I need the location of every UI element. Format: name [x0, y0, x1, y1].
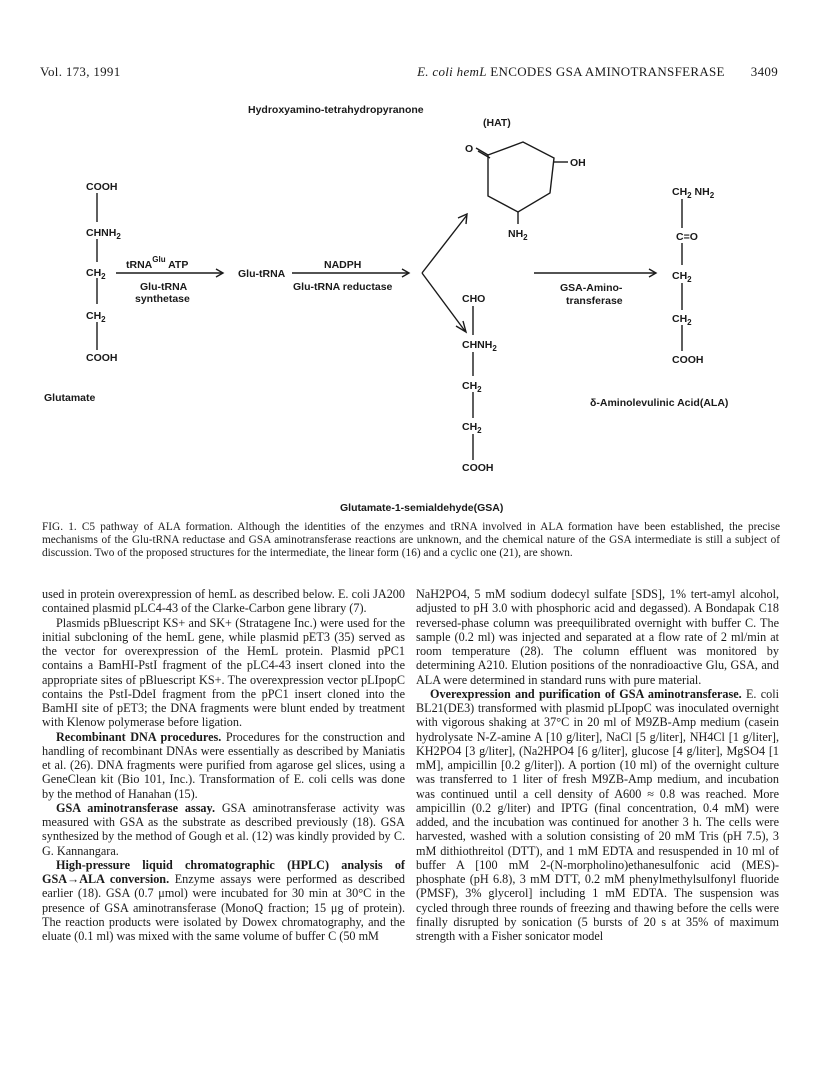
gsa-ch2-a: $CH_2$ — [462, 380, 482, 394]
run-in-heading: Recombinant DNA procedures. — [56, 729, 222, 744]
hat-oh: OH — [570, 157, 586, 169]
glu-trna: Glu-tRNA — [238, 268, 286, 280]
ala-cooh: COOH — [672, 354, 704, 366]
left-column — [42, 587, 405, 943]
page-number: 3409 — [750, 64, 778, 79]
step3-enzyme-l1: GSA-Amino- — [560, 282, 623, 294]
glu-cooh-top: COOH — [86, 181, 118, 193]
ala-ch2nh2: $CH_2$ $NH_2$ — [672, 186, 715, 200]
gsa-cooh: COOH — [462, 462, 494, 474]
figure-caption: FIG. 1. C5 pathway of ALA formation. Although the identities of the enzymes and tRNA involved in ALA formation have been established, the precise mechanisms of the Glu-tRNA reductase and GSA aminotransferase reactions are unknown, and the chemical nature of the GSA intermediate is still a subject of discussion. Two of the proposed structures for the intermediate, the linear form (16) and a cyclic one (21), are shown. — [42, 521, 780, 560]
ala-carbonyl: C=O — [676, 231, 698, 243]
ala-ch2-a: $CH_2$ — [672, 270, 692, 284]
step2-cofactor: NADPH — [324, 259, 362, 271]
glu-chnh2: $CHNH_2$ — [86, 227, 121, 241]
ala-label: δ-Aminolevulinic Acid(ALA) — [590, 397, 729, 409]
gsa-ch2-b: $CH_2$ — [462, 421, 482, 435]
run-in-heading: High-pressure liquid chromatographic (HPLC) analysis of GSA→ALA conversion. — [42, 857, 405, 886]
running-header-volume: Vol. 173, 1991 — [40, 64, 121, 79]
ala-ch2-b: $CH_2$ — [672, 313, 692, 327]
glu-cooh-bottom: COOH — [86, 352, 118, 364]
running-header-title — [370, 64, 778, 80]
gsa-label: Glutamate-1-semialdehyde(GSA) — [340, 502, 504, 514]
glu-ch2-a: $CH_2$ — [86, 267, 106, 281]
arrow-to-hat — [422, 215, 467, 273]
run-in-heading: GSA aminotransferase assay. — [56, 800, 215, 815]
hat-nh2: $NH_2$ — [508, 228, 528, 242]
header-title-rest: ENCODES GSA AMINOTRANSFERASE — [486, 64, 725, 79]
run-in-heading: Overexpression and purification of GSA aminotransferase. — [430, 686, 742, 701]
gsa-chnh2: $CHNH_2$ — [462, 339, 497, 353]
step1-cofactors: tRNA$^{Glu}$ ATP — [126, 255, 189, 271]
step1-enzyme-l2: synthetase — [135, 293, 190, 305]
arrowhead — [458, 214, 467, 224]
pathway-figure — [0, 90, 816, 515]
paragraph: Overexpression and purification of GSA aminotransferase. E. coli BL21(DE3) transformed with plasmid pLIpopC was inoculated overnight with vigorous shaking at 37°C in 20 ml of M9ZB-Amp medium (casein hydrolysate N-Z-amine A [10 g/liter], NaCl [5 g/liter], NH4Cl [1 g/liter], KH2PO4 [3 g/liter], (Na2HPO4 [6 g/liter], glucose [4 g/liter], MgSO4 [1 mM], ampicillin [0.2 g/liter]). A portion (10 ml) of the overnight culture was transferred to 1 liter of fresh M9ZB-Amp medium, and incubation was continued until a cell density of A600 ≈ 0.8 was reached. More ampicillin (0.2 g/liter) and IPTG (final concentration, 0.4 mM) were added, and the incubation was continued for another 3 h. The cells were harvested, washed with a solution consisting of 20 mM Tris (pH 7.5), 3 mM dithiothreitol (DTT), and 1 mM EDTA and resuspended in 10 ml of buffer A [100 mM 2-(N-morpholino)ethanesulfonic acid (MES)-phosphate (pH 6.8), 3 mM DTT, 0.2 mM phenylmethylsulfonyl fluoride (PMSF), 3% glycerol] including 1 mM EDTA. The suspension was cycled through three rounds of freezing and thawing before the cells were finally disrupted by sonication (5 bursts of 20 s at 35% of maximum strength with a Fisher sonicator model — [416, 686, 779, 943]
hat-title: Hydroxyamino-tetrahydropyranone — [248, 104, 424, 116]
paragraph: Recombinant DNA procedures. Procedures for the construction and handling of recombinant DNAs were essentially as described by Maniatis et al. (26). DNA fragments were purified from agarose gel slices, using a GeneClean kit (Bio 101, Inc.). Transformation of E. coli cells was done by the method of Hanahan (15). — [42, 729, 405, 801]
paragraph: NaH2PO4, 5 mM sodium dodecyl sulfate [SDS], 1% tert-amyl alcohol, adjusted to pH 3.0 with phosphoric acid and degassed). A Bondapak C18 reversed-phase column was preequilibrated overnight with buffer C. The sample (0.2 ml) was injected and separated at a flow rate of 2 ml/min at room temperature (28). The column effluent was monitored by determining A210. Elution positions of the nonradioactive Glu, GSA, and ALA were determined in standard runs with pure material. — [416, 587, 779, 687]
paragraph: GSA aminotransferase assay. GSA aminotransferase activity was measured with GSA as the substrate as described previously (18). GSA synthesized by the method of Gough et al. (12) was kindly provided by C. G. Kannangara. — [42, 800, 405, 858]
step2-enzyme: Glu-tRNA reductase — [293, 281, 393, 293]
step1-enzyme-l1: Glu-tRNA — [140, 281, 188, 293]
glu-ch2-b: $CH_2$ — [86, 310, 106, 324]
arrow-to-gsa — [422, 273, 465, 331]
gsa-cho: CHO — [462, 293, 486, 305]
header-title-italic: E. coli hemL — [417, 64, 487, 79]
paragraph: Plasmids pBluescript KS+ and SK+ (Stratagene Inc.) were used for the initial subcloning of the hemL gene, while plasmid pET3 (35) served as the vector for overexpression of the HemL protein. Plasmid pPC1 contains a BamHI-PstI fragment of the pLC4-43 insert cloned into the appropriate sites of pBluescript KS+. The overexpression vector pLIpopC contains the PstI-DdeI fragment from the pPC1 insert cloned into the BamHI site of pET3; the DNA fragments were blunt ended by treatment with Klenow polymerase before ligation. — [42, 615, 405, 730]
hat-abbr: (HAT) — [483, 117, 511, 129]
hat-ring — [488, 142, 554, 212]
glutamate-label: Glutamate — [44, 392, 96, 404]
step3-enzyme-l2: transferase — [566, 295, 623, 307]
hat-o: O — [465, 143, 474, 155]
paragraph: used in protein overexpression of hemL as described below. E. coli JA200 contained plasmid pLC4-43 of the Clarke-Carbon gene library (7). — [42, 587, 405, 616]
right-column — [416, 587, 779, 943]
paragraph: High-pressure liquid chromatographic (HPLC) analysis of GSA→ALA conversion. Enzyme assays were performed as described earlier (18). GSA (0.7 μmol) were incubated for 30 min at 30°C in the presence of GSA aminotransferase (MonoQ fraction; 15 μg of protein). The reaction products were isolated by Dowex chromatography, and the eluate (0.1 ml) was mixed with the same volume of buffer C (50 mM — [42, 857, 405, 943]
